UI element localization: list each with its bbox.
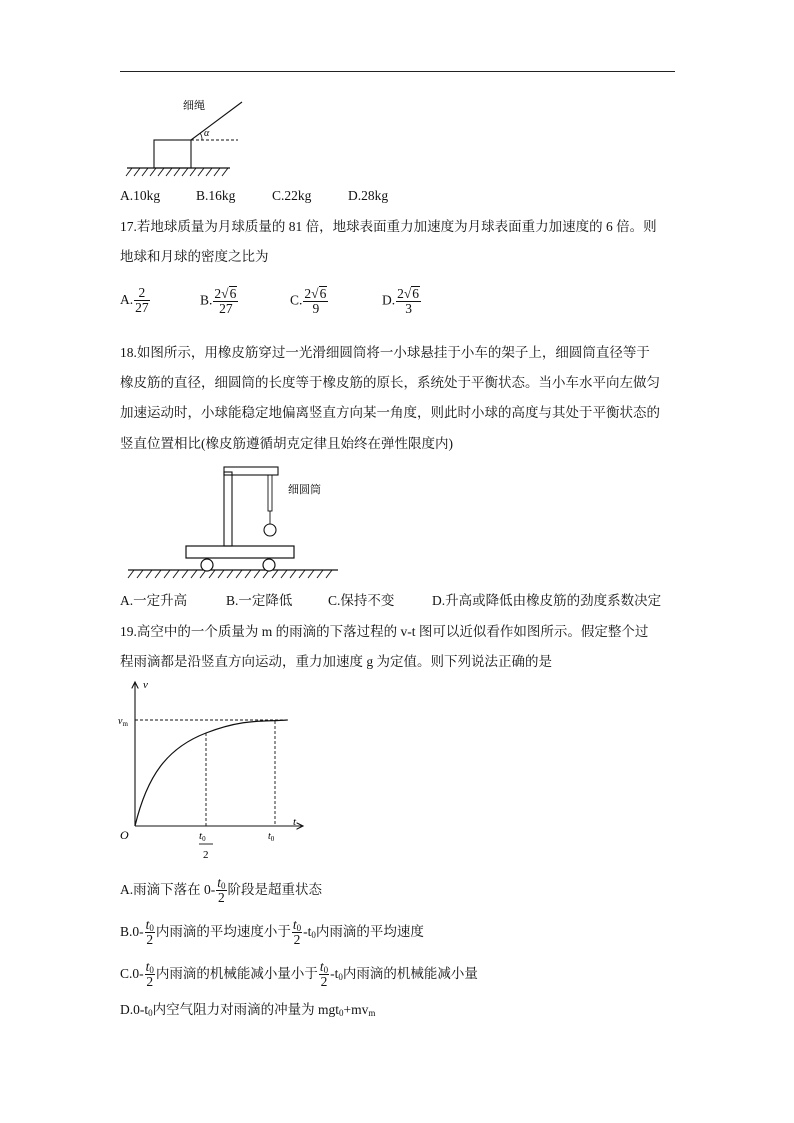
vm-label: $v_m$ — [118, 716, 128, 728]
option-letter: D. — [382, 292, 396, 308]
thin-tube — [268, 475, 272, 511]
q17-stem-line2: 地球和月球的密度之比为 — [120, 249, 269, 264]
q17-option-d[interactable] — [382, 286, 422, 316]
q18-option-b[interactable]: B.一定降低 — [226, 593, 293, 608]
q19-stem-line1: 19.高空中的一个质量为 m 的雨滴的下落过程的 v-t 图可以近似看作如图所示。假定整个过 — [120, 624, 649, 639]
angle-label: α — [204, 128, 210, 139]
v-axis-label: v — [143, 679, 148, 691]
cart-body — [186, 546, 294, 558]
top-rule — [120, 71, 675, 72]
q18-option-a[interactable]: A.一定升高 — [120, 593, 188, 608]
fraction: $\frac{2√6}{9}$ — [304, 286, 327, 317]
cart-wheel-right — [263, 559, 275, 571]
fraction: $\frac{t_0}{2}$ — [319, 959, 329, 990]
cart-wheel-left — [201, 559, 213, 571]
option-letter: B. — [200, 292, 213, 308]
q18-stem-line1: 18.如图所示，用橡皮筋穿过一光滑细圆筒将一小球悬挂于小车的架子上，细圆筒直径等于 — [120, 345, 650, 360]
q18-stem-line4: 竖直位置相比(橡皮筋遵循胡克定律且始终在弹性限度内) — [120, 436, 453, 451]
velocity-curve — [135, 720, 287, 826]
q16-option-b[interactable]: B.16kg — [196, 188, 236, 203]
q18-stem-line3: 加速运动时，小球能稳定地偏离竖直方向某一角度，则此时小球的高度与其处于平衡状态的 — [120, 405, 660, 420]
q19-option-a[interactable]: A.雨滴下落在 0- $\frac{t_0}{2}$ 阶段是超重状态 — [120, 875, 323, 906]
fraction: $\frac{t_0}{2}$ — [217, 875, 226, 906]
q17-option-c[interactable] — [290, 286, 329, 316]
q16-option-c[interactable]: C.22kg — [272, 188, 312, 203]
q16-option-d[interactable]: D.28kg — [348, 188, 389, 203]
option-letter: A. — [120, 291, 134, 307]
frame-post — [224, 472, 232, 546]
t0-label: $t_0$ — [268, 831, 275, 843]
vt-graph — [115, 676, 315, 866]
fraction: $\frac{2√6}{27}$ — [214, 286, 237, 317]
rope-label: 细绳 — [183, 99, 205, 112]
q18-option-d[interactable]: D.升高或降低由橡皮筋的劲度系数决定 — [432, 593, 662, 608]
q19-option-b[interactable]: B.0- $\frac{t_0}{2}$ 内雨滴的平均速度小于 $\frac{t_0}{2}$ $-t_0$内雨滴的平均速度 — [120, 917, 424, 948]
origin-label: O — [120, 828, 129, 842]
q19-stem-line2: 程雨滴都是沿竖直方向运动，重力加速度 g 为定值。则下列说法正确的是 — [120, 654, 552, 669]
half-t0-num: t0 — [199, 830, 206, 843]
rope-block-figure — [120, 92, 260, 184]
tube-label: 细圆筒 — [288, 483, 321, 496]
t-axis-label: t — [293, 816, 297, 828]
small-ball — [264, 524, 276, 536]
fraction: $\frac{t_0}{2}$ — [292, 917, 302, 948]
fraction: $\frac{t_0}{2}$ — [145, 917, 154, 948]
fraction: $\frac{2}{27}$ — [135, 285, 149, 316]
q17-option-b[interactable] — [200, 286, 239, 316]
option-letter: C. — [290, 292, 303, 308]
fraction: $\frac{2√6}{3}$ — [397, 286, 420, 317]
q18-option-c[interactable]: C.保持不变 — [328, 593, 395, 608]
q16-option-a[interactable]: A.10kg — [120, 188, 161, 203]
fraction: $\frac{t_0}{2}$ — [145, 959, 154, 990]
q17-option-a[interactable] — [120, 286, 151, 315]
block — [154, 140, 191, 168]
q19-option-c[interactable]: C.0- $\frac{t_0}{2}$ 内雨滴的机械能减小量小于 $\frac{t_0}{2}$ $-t_0$内雨滴的机械能减小量 — [120, 959, 478, 990]
cart-figure — [120, 462, 350, 582]
q18-stem-line2: 橡皮筋的直径，细圆筒的长度等于橡皮筋的原长，系统处于平衡状态。当小车水平向左做匀 — [120, 375, 660, 390]
q17-stem-line1: 17.若地球质量为月球质量的 81 倍，地球表面重力加速度为月球表面重力加速度的 6 倍。则 — [120, 219, 657, 234]
q19-option-d[interactable]: $D.0-t_0$内空气阻力对雨滴的冲量为 $mgt_0+mv_m$ — [120, 1002, 376, 1018]
half-t0-den: 2 — [203, 849, 209, 861]
